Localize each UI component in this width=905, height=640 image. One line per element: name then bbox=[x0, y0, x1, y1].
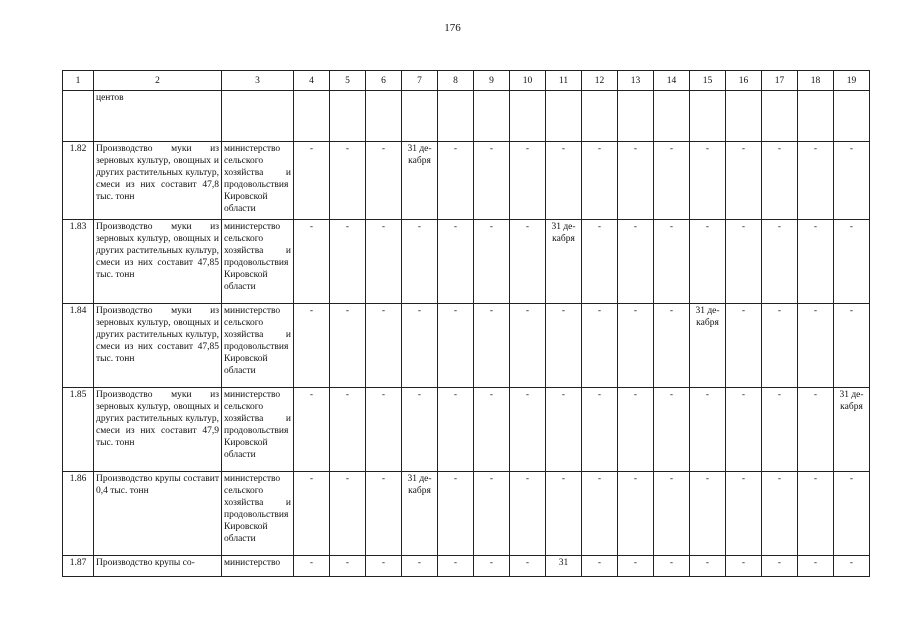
dash-mark: - bbox=[366, 472, 402, 556]
row-responsible: министерство сельского хозяйства и продовольствия Кировской области bbox=[222, 472, 294, 556]
dash-mark: - bbox=[654, 472, 690, 556]
dash-mark: - bbox=[690, 388, 726, 472]
column-header: 4 bbox=[294, 71, 330, 91]
continuation-row bbox=[63, 91, 870, 142]
dash-mark: - bbox=[330, 142, 366, 220]
empty-cell bbox=[294, 91, 330, 142]
row-number: 1.83 bbox=[63, 220, 94, 304]
dash-mark: - bbox=[582, 388, 618, 472]
row-responsible: министерство сельского хозяйства и продовольствия Кировской области bbox=[222, 388, 294, 472]
empty-cell bbox=[762, 91, 798, 142]
dash-mark: - bbox=[294, 304, 330, 388]
dash-mark: - bbox=[726, 220, 762, 304]
dash-mark: - bbox=[798, 304, 834, 388]
dash-mark: - bbox=[474, 142, 510, 220]
empty-cell bbox=[618, 91, 654, 142]
empty-cell bbox=[330, 91, 366, 142]
dash-mark: - bbox=[474, 304, 510, 388]
deadline-mark: 31 bbox=[546, 556, 582, 577]
column-header: 6 bbox=[366, 71, 402, 91]
dash-mark: - bbox=[366, 388, 402, 472]
dash-mark: - bbox=[366, 304, 402, 388]
dash-mark: - bbox=[618, 556, 654, 577]
empty-cell bbox=[798, 91, 834, 142]
row-description: Производство муки из зерновых культур, овощных и других растительных культур, смеси из них составит 47,85 тыс. тонн bbox=[94, 304, 222, 388]
column-header: 8 bbox=[438, 71, 474, 91]
dash-mark: - bbox=[330, 472, 366, 556]
dash-mark: - bbox=[654, 220, 690, 304]
dash-mark: - bbox=[474, 472, 510, 556]
dash-mark: - bbox=[834, 142, 870, 220]
column-header: 12 bbox=[582, 71, 618, 91]
table-row bbox=[63, 556, 870, 577]
empty-cell bbox=[726, 91, 762, 142]
dash-mark: - bbox=[654, 142, 690, 220]
empty-cell bbox=[438, 91, 474, 142]
column-header: 7 bbox=[402, 71, 438, 91]
dash-mark: - bbox=[546, 388, 582, 472]
row-description: Производство крупы со- bbox=[94, 556, 222, 577]
deadline-mark: 31 де- кабря bbox=[690, 304, 726, 388]
dash-mark: - bbox=[798, 142, 834, 220]
row-description: Производство муки из зерновых культур, овощных и других растительных культур, смеси из них составит 47,8 тыс. тонн bbox=[94, 142, 222, 220]
table-row bbox=[63, 142, 870, 220]
table-row bbox=[63, 304, 870, 388]
dash-mark: - bbox=[294, 556, 330, 577]
dash-mark: - bbox=[546, 304, 582, 388]
dash-mark: - bbox=[330, 556, 366, 577]
deadline-mark: 31 де- кабря bbox=[546, 220, 582, 304]
dash-mark: - bbox=[726, 556, 762, 577]
dash-mark: - bbox=[582, 304, 618, 388]
empty-cell bbox=[366, 91, 402, 142]
dash-mark: - bbox=[834, 556, 870, 577]
dash-mark: - bbox=[690, 220, 726, 304]
dash-mark: - bbox=[510, 142, 546, 220]
dash-mark: - bbox=[690, 556, 726, 577]
deadline-mark: 31 де- кабря bbox=[834, 388, 870, 472]
dash-mark: - bbox=[834, 472, 870, 556]
dash-mark: - bbox=[834, 220, 870, 304]
dash-mark: - bbox=[582, 142, 618, 220]
dash-mark: - bbox=[726, 304, 762, 388]
column-header: 18 bbox=[798, 71, 834, 91]
empty-cell bbox=[402, 91, 438, 142]
column-header: 2 bbox=[94, 71, 222, 91]
dash-mark: - bbox=[546, 142, 582, 220]
dash-mark: - bbox=[474, 556, 510, 577]
deadline-mark: 31 де- кабря bbox=[402, 142, 438, 220]
dash-mark: - bbox=[726, 472, 762, 556]
header-row bbox=[63, 71, 870, 91]
row-responsible: министерство сельского хозяйства и продовольствия Кировской области bbox=[222, 142, 294, 220]
dash-mark: - bbox=[438, 304, 474, 388]
row-responsible: министерство bbox=[222, 556, 294, 577]
dash-mark: - bbox=[438, 142, 474, 220]
dash-mark: - bbox=[726, 142, 762, 220]
dash-mark: - bbox=[294, 472, 330, 556]
empty-cell bbox=[834, 91, 870, 142]
row-responsible: министерство сельского хозяйства и продовольствия Кировской области bbox=[222, 304, 294, 388]
dash-mark: - bbox=[762, 304, 798, 388]
dash-mark: - bbox=[654, 304, 690, 388]
dash-mark: - bbox=[654, 388, 690, 472]
dash-mark: - bbox=[330, 220, 366, 304]
dash-mark: - bbox=[402, 304, 438, 388]
column-header: 13 bbox=[618, 71, 654, 91]
dash-mark: - bbox=[690, 472, 726, 556]
dash-mark: - bbox=[438, 556, 474, 577]
dash-mark: - bbox=[402, 388, 438, 472]
empty-cell bbox=[222, 91, 294, 142]
table-row bbox=[63, 220, 870, 304]
dash-mark: - bbox=[618, 142, 654, 220]
dash-mark: - bbox=[510, 220, 546, 304]
empty-cell bbox=[582, 91, 618, 142]
dash-mark: - bbox=[582, 556, 618, 577]
dash-mark: - bbox=[510, 304, 546, 388]
page-number: 176 bbox=[444, 22, 461, 34]
row-description: Производство муки из зерновых культур, овощных и других растительных культур, смеси из них составит 47,9 тыс. тонн bbox=[94, 388, 222, 472]
column-header: 5 bbox=[330, 71, 366, 91]
plan-table bbox=[62, 70, 870, 577]
column-header: 10 bbox=[510, 71, 546, 91]
column-header: 9 bbox=[474, 71, 510, 91]
row-description: центов bbox=[94, 91, 222, 142]
dash-mark: - bbox=[474, 388, 510, 472]
dash-mark: - bbox=[294, 388, 330, 472]
dash-mark: - bbox=[582, 472, 618, 556]
column-header: 3 bbox=[222, 71, 294, 91]
empty-cell bbox=[546, 91, 582, 142]
dash-mark: - bbox=[438, 388, 474, 472]
dash-mark: - bbox=[438, 472, 474, 556]
dash-mark: - bbox=[618, 388, 654, 472]
dash-mark: - bbox=[618, 304, 654, 388]
dash-mark: - bbox=[726, 388, 762, 472]
column-header: 17 bbox=[762, 71, 798, 91]
empty-cell bbox=[510, 91, 546, 142]
row-number: 1.84 bbox=[63, 304, 94, 388]
dash-mark: - bbox=[762, 142, 798, 220]
dash-mark: - bbox=[618, 472, 654, 556]
column-header: 15 bbox=[690, 71, 726, 91]
empty-cell bbox=[474, 91, 510, 142]
dash-mark: - bbox=[510, 472, 546, 556]
dash-mark: - bbox=[762, 220, 798, 304]
table-row bbox=[63, 388, 870, 472]
row-description: Производство крупы составит 0,4 тыс. тонн bbox=[94, 472, 222, 556]
dash-mark: - bbox=[762, 556, 798, 577]
row-number-cell bbox=[63, 91, 94, 142]
dash-mark: - bbox=[546, 472, 582, 556]
dash-mark: - bbox=[618, 220, 654, 304]
dash-mark: - bbox=[366, 556, 402, 577]
row-description: Производство муки из зерновых культур, овощных и других растительных культур, смеси из них составит 47,85 тыс. тонн bbox=[94, 220, 222, 304]
deadline-mark: 31 де- кабря bbox=[402, 472, 438, 556]
dash-mark: - bbox=[798, 220, 834, 304]
row-number: 1.82 bbox=[63, 142, 94, 220]
column-header: 1 bbox=[63, 71, 94, 91]
column-header: 14 bbox=[654, 71, 690, 91]
empty-cell bbox=[690, 91, 726, 142]
row-number: 1.87 bbox=[63, 556, 94, 577]
dash-mark: - bbox=[294, 142, 330, 220]
dash-mark: - bbox=[798, 472, 834, 556]
dash-mark: - bbox=[762, 388, 798, 472]
dash-mark: - bbox=[690, 142, 726, 220]
dash-mark: - bbox=[798, 556, 834, 577]
column-header: 16 bbox=[726, 71, 762, 91]
dash-mark: - bbox=[366, 220, 402, 304]
table-row bbox=[63, 472, 870, 556]
dash-mark: - bbox=[330, 304, 366, 388]
dash-mark: - bbox=[510, 388, 546, 472]
dash-mark: - bbox=[510, 556, 546, 577]
column-header: 11 bbox=[546, 71, 582, 91]
dash-mark: - bbox=[798, 388, 834, 472]
row-number: 1.85 bbox=[63, 388, 94, 472]
dash-mark: - bbox=[834, 304, 870, 388]
dash-mark: - bbox=[330, 388, 366, 472]
empty-cell bbox=[654, 91, 690, 142]
dash-mark: - bbox=[366, 142, 402, 220]
dash-mark: - bbox=[582, 220, 618, 304]
dash-mark: - bbox=[402, 556, 438, 577]
row-number: 1.86 bbox=[63, 472, 94, 556]
dash-mark: - bbox=[402, 220, 438, 304]
column-header: 19 bbox=[834, 71, 870, 91]
dash-mark: - bbox=[438, 220, 474, 304]
dash-mark: - bbox=[294, 220, 330, 304]
dash-mark: - bbox=[654, 556, 690, 577]
row-responsible: министерство сельского хозяйства и продовольствия Кировской области bbox=[222, 220, 294, 304]
dash-mark: - bbox=[762, 472, 798, 556]
dash-mark: - bbox=[474, 220, 510, 304]
